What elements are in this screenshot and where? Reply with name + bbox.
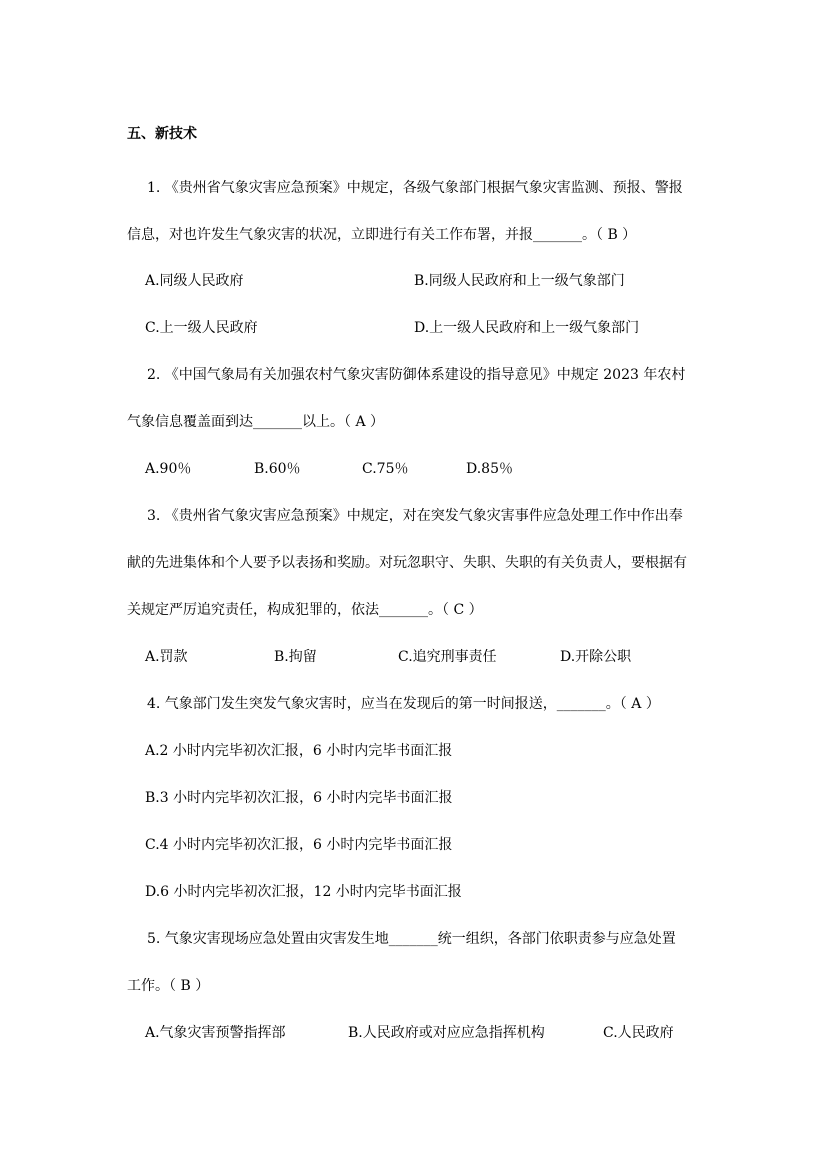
q3-option-a: A.罚款	[145, 649, 188, 665]
q3-stem-line1: 3. 《贵州省气象灾害应急预案》中规定，对在突发气象灾害事件应急处理工作中作出奉	[147, 508, 683, 524]
q3-option-b: B.拘留	[274, 649, 317, 665]
q2-option-d: D.85％	[466, 461, 513, 477]
q2-stem-line2: 气象信息覆盖面到达_______以上。（ A ）	[127, 414, 385, 430]
q3-option-c: C.追究刑事责任	[398, 649, 497, 665]
q5-option-c: C.人民政府	[603, 1025, 674, 1041]
q5-stem-line1: 5. 气象灾害现场应急处置由灾害发生地_______统一组织，各部门依职责参与应急处置	[147, 931, 676, 947]
q1-option-c: C.上一级人民政府	[145, 320, 258, 336]
q1-option-d: D.上一级人民政府和上一级气象部门	[414, 320, 640, 336]
q4-option-c: C.4 小时内完毕初次汇报，6 小时内完毕书面汇报	[145, 837, 453, 853]
q2-option-b: B.60％	[254, 461, 301, 477]
q1-stem-line1: 1. 《贵州省气象灾害应急预案》中规定，各级气象部门根据气象灾害监测、预报、警报	[147, 180, 683, 196]
q1-stem-line2: 信息，对也许发生气象灾害的状况，立即进行有关工作布署，并报_______。（ B ）	[127, 227, 637, 243]
q2-option-a: A.90％	[145, 461, 192, 477]
q3-stem-line3: 关规定严厉追究责任，构成犯罪的，依法_______。（ C ）	[127, 602, 483, 618]
q4-option-d: D.6 小时内完毕初次汇报，12 小时内完毕书面汇报	[145, 884, 462, 900]
q5-option-a: A.气象灾害预警指挥部	[145, 1025, 286, 1041]
q1-option-b: B.同级人民政府和上一级气象部门	[414, 273, 625, 289]
q3-stem-line2: 献的先进集体和个人要予以表扬和奖励。对玩忽职守、失职、失职的有关负责人，要根据有	[127, 555, 687, 571]
q5-stem-line2: 工作。（ B ）	[127, 978, 210, 994]
q5-option-b: B.人民政府或对应应急指挥机构	[348, 1025, 545, 1041]
q4-option-b: B.3 小时内完毕初次汇报，6 小时内完毕书面汇报	[145, 790, 453, 806]
q1-option-a: A.同级人民政府	[145, 273, 244, 289]
section-title: 五、新技术	[127, 126, 197, 142]
q2-stem-line1: 2. 《中国气象局有关加强农村气象灾害防御体系建设的指导意见》中规定 2023 年农村	[147, 367, 686, 383]
q4-stem-line1: 4. 气象部门发生突发气象灾害时，应当在发现后的第一时间报送，_______。（ A ）	[147, 696, 660, 712]
q3-option-d: D.开除公职	[560, 649, 632, 665]
q4-option-a: A.2 小时内完毕初次汇报，6 小时内完毕书面汇报	[145, 743, 453, 759]
q2-option-c: C.75％	[362, 461, 409, 477]
